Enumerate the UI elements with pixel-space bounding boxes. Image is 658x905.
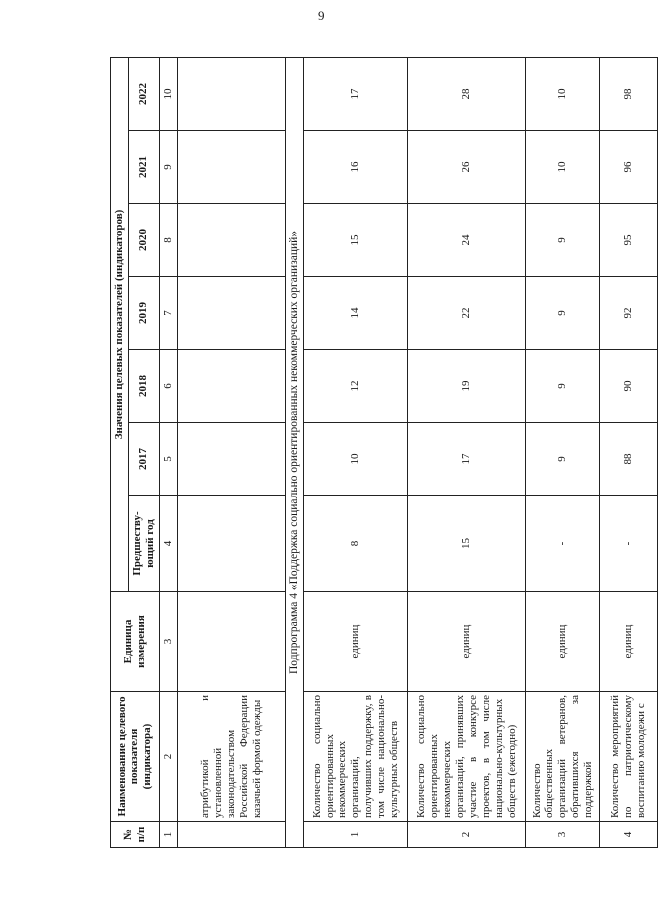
row-value: 17: [304, 57, 408, 130]
column-index: 10: [159, 57, 177, 130]
row-value: -: [600, 496, 658, 592]
row-value: 26: [408, 131, 526, 204]
column-index: 8: [159, 204, 177, 277]
header-num: № п/п: [111, 822, 160, 848]
header-year: 2019: [128, 277, 159, 350]
table-row-continuation: [177, 57, 285, 847]
indicator-table: [110, 57, 658, 848]
row-num: 1: [304, 822, 408, 848]
column-index: 9: [159, 131, 177, 204]
row-value: 96: [600, 131, 658, 204]
header-name: Наименование целевого показателя (индикатора): [111, 692, 160, 822]
row-value: 24: [408, 204, 526, 277]
row-value: 10: [526, 131, 600, 204]
page-number: 9: [318, 8, 325, 23]
row-value: 98: [600, 57, 658, 130]
row-value: 10: [304, 423, 408, 496]
table-row: [304, 57, 408, 847]
column-index: 7: [159, 277, 177, 350]
header-group: Значения целевых показателей (индикаторов): [111, 57, 129, 591]
row-unit: единиц: [304, 592, 408, 692]
row-name: Количество мероприятий по патриотическому воспитанию молодежи с: [600, 692, 658, 822]
row-value: 19: [408, 350, 526, 423]
row-value: 92: [600, 277, 658, 350]
row-value: 16: [304, 131, 408, 204]
header-year: 2017: [128, 423, 159, 496]
header-unit: Единица измерения: [111, 592, 160, 692]
row-value: -: [526, 496, 600, 592]
row-value: 9: [526, 350, 600, 423]
column-index: 5: [159, 423, 177, 496]
column-index: 4: [159, 496, 177, 592]
row-value: 88: [600, 423, 658, 496]
table-row: [600, 57, 658, 847]
row-num: 2: [408, 822, 526, 848]
row-value: 95: [600, 204, 658, 277]
row-value: 12: [304, 350, 408, 423]
header-year: 2021: [128, 131, 159, 204]
column-index: 1: [159, 822, 177, 848]
row-value: 90: [600, 350, 658, 423]
row-value: 9: [526, 277, 600, 350]
row-unit: единиц: [600, 592, 658, 692]
row-value: 9: [526, 423, 600, 496]
subprogram-row: [285, 57, 304, 847]
column-index: 3: [159, 592, 177, 692]
column-index-row: [159, 57, 177, 847]
rotated-table-container: [110, 58, 648, 848]
row-value: 15: [304, 204, 408, 277]
row-num: 4: [600, 822, 658, 848]
header-year: 2020: [128, 204, 159, 277]
column-index: 2: [159, 692, 177, 822]
header-prev-year: Предшеству-ющий год: [128, 496, 159, 592]
table-row: [526, 57, 600, 847]
subprogram-title: Подпрограмма 4 «Поддержка социально ориентированных некоммерческих организаций»: [285, 57, 304, 847]
row-value: 28: [408, 57, 526, 130]
row-name: Количество социально ориентированных некоммерческих организаций, получивших поддержку, в том числе национально-культурных обществ: [304, 692, 408, 822]
row-name: Количество общественных организаций ветеранов, обратившихся за поддержкой: [526, 692, 600, 822]
row-value: 9: [526, 204, 600, 277]
column-index: 6: [159, 350, 177, 423]
header-year: 2022: [128, 57, 159, 130]
row-value: 8: [304, 496, 408, 592]
table-row: [408, 57, 526, 847]
row-value: 17: [408, 423, 526, 496]
continuation-text: атрибутикой и установленной законодательством Российской Федерации казачьей формой одежды: [177, 692, 285, 822]
row-value: 15: [408, 496, 526, 592]
row-unit: единиц: [526, 592, 600, 692]
row-value: 10: [526, 57, 600, 130]
row-unit: единиц: [408, 592, 526, 692]
row-value: 14: [304, 277, 408, 350]
row-value: 22: [408, 277, 526, 350]
row-num: 3: [526, 822, 600, 848]
row-name: Количество социально ориентированных некоммерческих организаций, принявших участие в конкурсе проектов, в том числе национально-культурных обществ (ежегодно): [408, 692, 526, 822]
header-year: 2018: [128, 350, 159, 423]
